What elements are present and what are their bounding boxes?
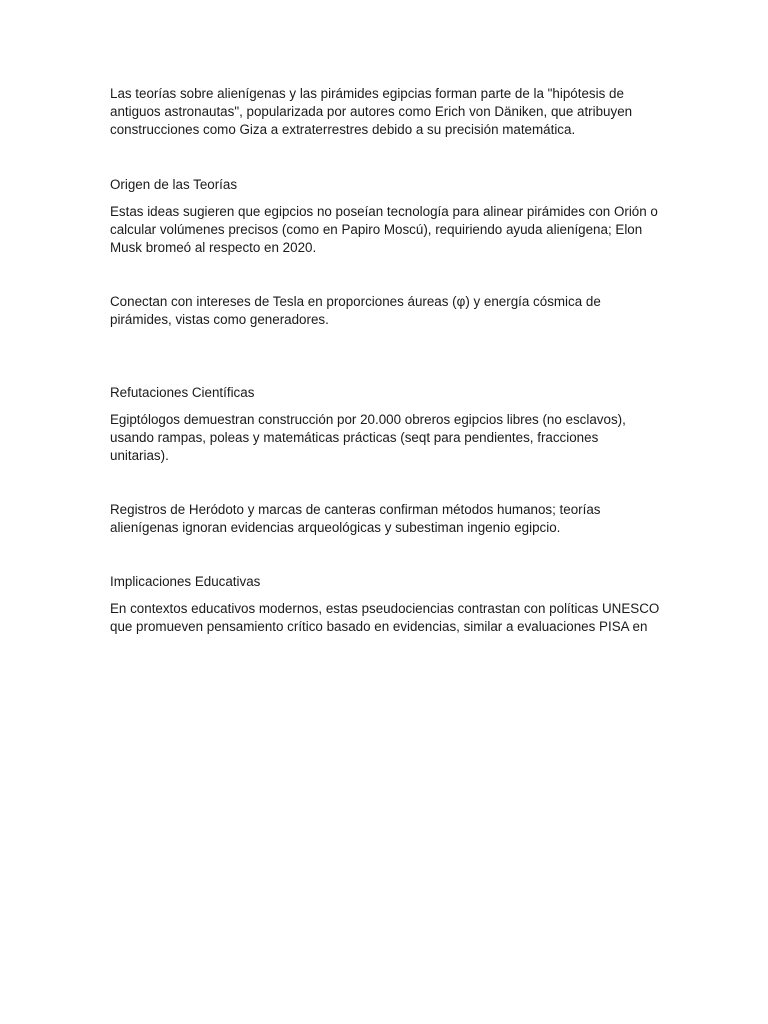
section-heading-refutaciones: Refutaciones Científicas	[110, 385, 255, 400]
paragraph-origen-1: Estas ideas sugieren que egipcios no poseían tecnología para alinear pirámides con Orión o calcular volúmenes precisos (como en Papiro Moscú), requiriendo ayuda alienígena; Elon Musk bromeó al respecto en 2020.	[110, 204, 658, 255]
paragraph-implicaciones-1: En contextos educativos modernos, estas pseudociencias contrastan con políticas UNESCO que promueven pensamiento crítico basado en evidencias, similar a evaluaciones PISA en	[110, 601, 660, 634]
intro-paragraph: Las teorías sobre alienígenas y las pirámides egipcias forman parte de la "hipótesis de antiguos astronautas", popularizada por autores como Erich von Däniken, que atribuyen construcciones como Giza a extraterrestres debido a su precisión matemática.	[110, 86, 633, 137]
section-heading-origen: Origen de las Teorías	[110, 177, 238, 192]
paragraph-origen-2: Conectan con intereses de Tesla en proporciones áureas (φ) y energía cósmica de pirámides, vistas como generadores.	[110, 294, 601, 327]
paragraph-refutaciones-2: Registros de Heródoto y marcas de canteras confirman métodos humanos; teorías alienígenas ignoran evidencias arqueológicas y subestiman ingenio egipcio.	[110, 502, 601, 535]
paragraph-refutaciones-1: Egiptólogos demuestran construcción por 20.000 obreros egipcios libres (no esclavos), usando rampas, poleas y matemáticas prácticas (seqt para pendientes, fracciones unitarias).	[110, 412, 626, 463]
section-heading-implicaciones: Implicaciones Educativas	[110, 574, 261, 589]
